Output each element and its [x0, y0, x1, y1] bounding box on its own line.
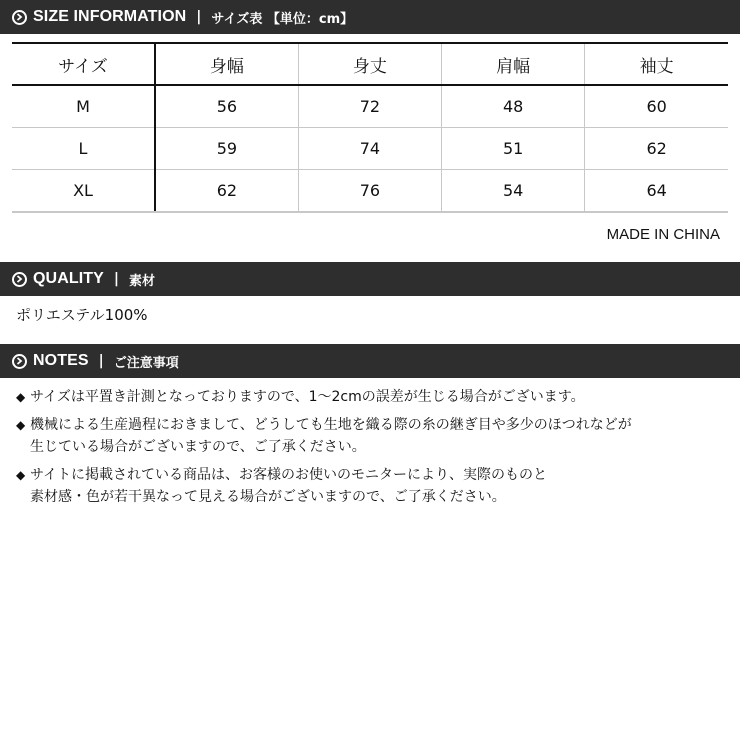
size-information-title: SIZE INFORMATION: [33, 8, 187, 25]
table-cell: 48: [442, 85, 585, 128]
size-information-header: [0, 0, 740, 34]
size-table: [12, 42, 728, 213]
table-cell: 72: [298, 85, 441, 128]
notes-header: [0, 344, 740, 378]
chevron-right-circle-icon: [12, 272, 27, 287]
size-label-cell: XL: [12, 170, 155, 213]
quality-header: [0, 262, 740, 296]
table-cell: 74: [298, 128, 441, 170]
column-header: 身幅: [155, 43, 298, 85]
notes-list: [16, 386, 731, 514]
material-composition: ポリエステル100%: [16, 306, 148, 324]
table-row: [12, 128, 728, 170]
diamond-bullet-icon: ◆: [16, 468, 26, 482]
column-header: 身丈: [298, 43, 441, 85]
list-item: [16, 386, 731, 408]
country-of-origin: MADE IN CHINA: [606, 226, 720, 243]
table-cell: 64: [585, 170, 728, 213]
table-cell: 62: [155, 170, 298, 213]
quality-subtitle: 素材: [129, 273, 156, 289]
diamond-bullet-icon: ◆: [16, 390, 26, 404]
chevron-right-circle-icon: [12, 354, 27, 369]
note-line: 素材感・色が若干異なって見える場合がございますので、ご了承ください。: [30, 489, 506, 505]
table-cell: 62: [585, 128, 728, 170]
size-label-cell: M: [12, 85, 155, 128]
header-separator: |: [113, 271, 120, 287]
table-cell: 76: [298, 170, 441, 213]
diamond-bullet-icon: ◆: [16, 418, 26, 432]
table-header-row: [12, 43, 728, 85]
note-line: サイトに掲載されている商品は、お客様のお使いのモニターにより、実際のものと: [30, 467, 548, 483]
table-cell: 56: [155, 85, 298, 128]
header-separator: |: [98, 353, 104, 369]
column-header: 肩幅: [442, 43, 585, 85]
table-cell: 60: [585, 85, 728, 128]
quality-title: QUALITY: [33, 270, 104, 287]
table-cell: 54: [442, 170, 585, 213]
header-separator: |: [196, 9, 202, 25]
note-line: 機械による生産過程におきまして、どうしても生地を織る際の糸の継ぎ目や多少のほつれなどが: [30, 417, 632, 433]
chevron-right-circle-icon: [12, 10, 27, 25]
note-line: サイズは平置き計測となっておりますので、1～2cmの誤差が生じる場合がございます。: [30, 389, 585, 405]
size-information-subtitle: サイズ表 【単位：cm】: [211, 11, 354, 27]
notes-subtitle: ご注意事項: [113, 355, 179, 371]
table-cell: 51: [442, 128, 585, 170]
note-line: 生じている場合がございますので、ご了承ください。: [30, 439, 366, 455]
table-cell: 59: [155, 128, 298, 170]
list-item: [16, 464, 731, 508]
notes-title: NOTES: [33, 352, 89, 369]
table-row: [12, 170, 728, 213]
column-header: 袖丈: [585, 43, 728, 85]
list-item: [16, 414, 731, 458]
table-row: [12, 85, 728, 128]
size-label-cell: L: [12, 128, 155, 170]
column-header: サイズ: [12, 43, 155, 85]
